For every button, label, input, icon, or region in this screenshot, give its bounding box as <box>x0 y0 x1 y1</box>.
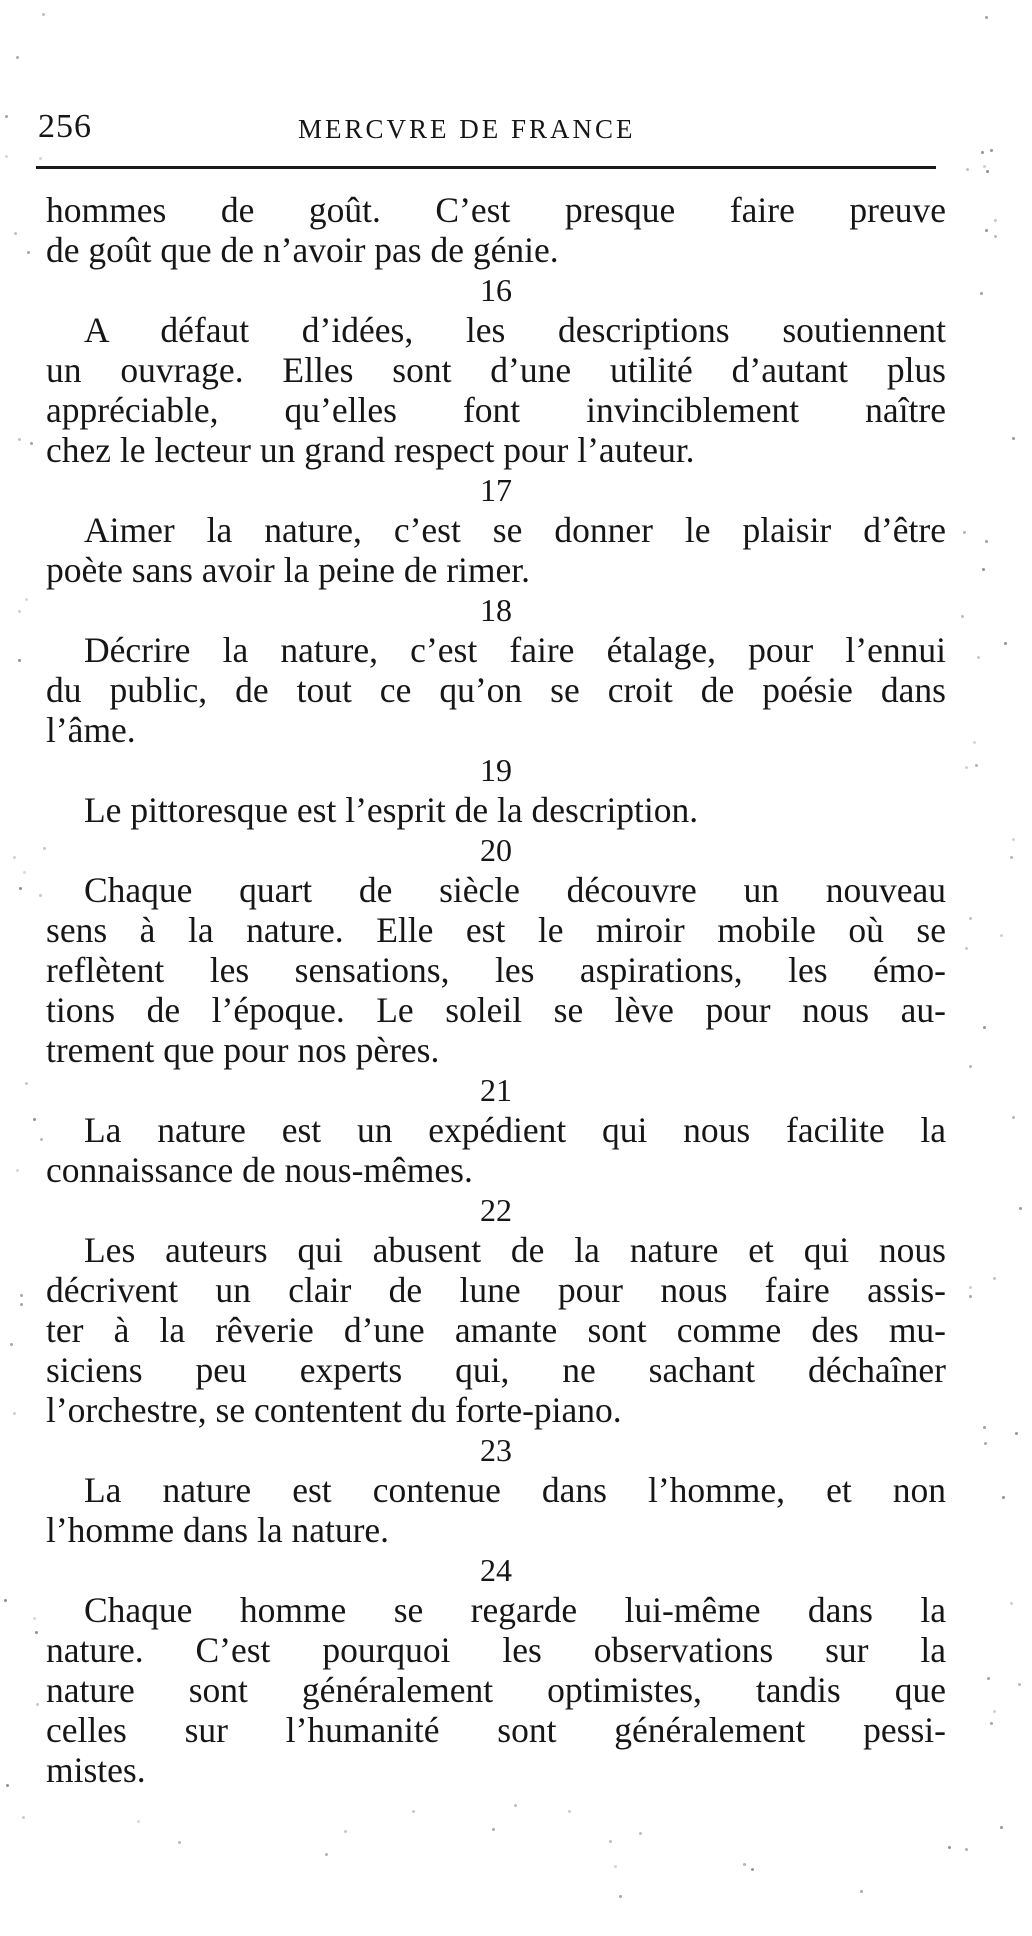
scan-speck <box>981 151 984 154</box>
scan-speck <box>36 1703 39 1706</box>
scan-speck <box>43 847 46 850</box>
scan-speck <box>961 615 964 618</box>
scan-speck <box>986 170 989 173</box>
scan-speck <box>993 1277 996 1280</box>
scan-speck <box>639 1832 642 1835</box>
maxim-section <box>46 830 946 1070</box>
scan-speck <box>39 894 42 897</box>
text-line: sens à la nature. Elle est le miroir mobile où se <box>46 910 946 950</box>
text-line: Le pittoresque est l’esprit de la description. <box>84 790 699 830</box>
text-line: l’homme dans la nature. <box>46 1510 390 1550</box>
scan-speck <box>985 16 988 19</box>
scan-speck <box>5 115 8 118</box>
scan-speck <box>13 1412 16 1415</box>
scan-speck <box>6 1784 9 1787</box>
scan-speck <box>969 1286 972 1289</box>
scan-speck <box>14 232 17 235</box>
scan-speck <box>614 1865 617 1868</box>
section-number: 16 <box>480 272 512 308</box>
scan-speck <box>990 1722 993 1725</box>
scan-speck <box>965 766 968 769</box>
text-line: celles sur l’humanité sont généralement pessi- <box>46 1710 946 1750</box>
section-number: 19 <box>480 752 512 788</box>
section-number: 17 <box>480 472 512 508</box>
scan-speck <box>10 1343 13 1346</box>
scan-speck <box>1004 642 1007 645</box>
scan-speck <box>39 157 42 160</box>
scan-speck <box>983 1426 986 1429</box>
scan-speck <box>751 1868 754 1871</box>
scan-speck <box>33 1617 36 1620</box>
scan-speck <box>994 235 997 238</box>
scan-speck <box>985 540 988 543</box>
text-line: hommes de goût. C’est presque faire preuve <box>46 190 946 230</box>
scan-speck <box>18 610 21 613</box>
scan-speck <box>963 531 966 534</box>
scan-speck <box>4 1599 7 1602</box>
scan-speck <box>25 1082 28 1085</box>
section-number: 24 <box>480 1552 512 1588</box>
text-line: nature. C’est pourquoi les observations sur la <box>46 1630 946 1670</box>
text-line: du public, de tout ce qu’on se croit de poésie dans <box>46 670 946 710</box>
scan-speck <box>966 168 969 171</box>
scan-speck <box>20 1303 23 1306</box>
text-line: tions de l’époque. Le soleil se lève pour nous au- <box>46 990 946 1030</box>
scan-speck <box>18 438 21 441</box>
page-body <box>46 190 946 1790</box>
scan-speck <box>178 1841 181 1844</box>
scan-speck <box>412 1810 415 1813</box>
text-line: poète sans avoir la peine de rimer. <box>46 550 530 590</box>
scan-speck <box>948 1846 951 1849</box>
scan-speck <box>1019 1207 1022 1210</box>
opening-paragraph <box>46 190 946 270</box>
text-line: de goût que de n’avoir pas de génie. <box>46 230 559 270</box>
header-rule <box>36 166 936 169</box>
scan-speck <box>16 1169 19 1172</box>
text-line: connaissance de nous-mêmes. <box>46 1150 473 1190</box>
scan-speck <box>990 149 993 152</box>
scan-speck <box>609 1840 612 1843</box>
scan-speck <box>860 1890 863 1893</box>
text-line: Aimer la nature, c’est se donner le plaisir d’être <box>84 510 946 550</box>
maxim-section <box>46 590 946 750</box>
scan-speck <box>983 165 986 168</box>
scan-speck <box>985 229 988 232</box>
text-line: l’orchestre, se contentent du forte-piano. <box>46 1390 622 1430</box>
scan-speck <box>1000 1826 1003 1829</box>
scan-speck <box>977 656 980 659</box>
text-line: trement que pour nos pères. <box>46 1030 440 1070</box>
section-number: 23 <box>480 1432 512 1468</box>
scan-speck <box>35 1631 38 1634</box>
scan-speck <box>25 598 28 601</box>
scan-speck <box>1000 934 1003 937</box>
maxim-section <box>46 1430 946 1550</box>
maxim-section <box>46 1550 946 1790</box>
text-line: Décrire la nature, c’est faire étalage, pour l’ennui <box>84 630 946 670</box>
scan-speck <box>1012 437 1015 440</box>
scan-speck <box>1010 856 1013 859</box>
text-line: un ouvrage. Elles sont d’une utilité d’autant plus <box>46 350 946 390</box>
scan-speck <box>40 1138 43 1141</box>
text-line: siciens peu experts qui, ne sachant déchaîner <box>46 1350 946 1390</box>
scan-speck <box>1018 1683 1021 1686</box>
scan-speck <box>983 1026 986 1029</box>
scan-speck <box>973 741 976 744</box>
text-line: nature sont généralement optimistes, tandis que <box>46 1670 946 1710</box>
scan-speck <box>743 1863 746 1866</box>
running-title: MERCVRE DE FRANCE <box>298 114 636 144</box>
maxim-section <box>46 270 946 470</box>
text-line: décrivent un clair de lune pour nous faire assis- <box>46 1270 946 1310</box>
scan-speck <box>994 219 997 222</box>
scan-speck <box>19 887 22 890</box>
scan-speck <box>1010 1602 1013 1605</box>
text-line: La nature est contenue dans l’homme, et non <box>84 1470 946 1510</box>
maxim-section <box>46 1190 946 1430</box>
section-number: 21 <box>480 1072 512 1108</box>
scan-speck <box>993 1710 996 1713</box>
scan-speck <box>5 155 8 158</box>
scan-speck <box>18 659 21 662</box>
scan-speck <box>16 56 19 59</box>
page-header <box>38 108 938 168</box>
scan-speck <box>984 1442 987 1445</box>
scan-speck <box>20 1294 23 1297</box>
text-line: A défaut d’idées, les descriptions soutiennent <box>84 310 946 350</box>
scan-speck <box>492 1828 495 1831</box>
maxim-section <box>46 470 946 590</box>
scan-speck <box>30 442 33 445</box>
text-line: chez le lecteur un grand respect pour l’auteur. <box>46 430 695 470</box>
text-line: mistes. <box>46 1750 146 1790</box>
text-line: ter à la rêverie d’une amante sont comme des mu- <box>46 1310 946 1350</box>
scan-speck <box>969 917 972 920</box>
section-number: 22 <box>480 1192 512 1228</box>
section-number: 20 <box>480 832 512 868</box>
scan-speck <box>568 1810 571 1813</box>
maxim-section <box>46 1070 946 1190</box>
text-line: Les auteurs qui abusent de la nature et qui nous <box>84 1230 946 1270</box>
scan-speck <box>1012 838 1015 841</box>
scan-speck <box>514 1804 517 1807</box>
scan-speck <box>619 1895 622 1898</box>
scan-speck <box>1002 1496 1005 1499</box>
scan-speck <box>22 1816 25 1819</box>
scan-speck <box>33 1118 36 1121</box>
scan-speck <box>982 568 985 571</box>
scan-speck <box>1012 1116 1015 1119</box>
scan-speck <box>27 251 30 254</box>
section-number: 18 <box>480 592 512 628</box>
text-line: La nature est un expédient qui nous facilite la <box>84 1110 946 1150</box>
scan-speck <box>23 871 26 874</box>
text-line: l’âme. <box>46 710 136 750</box>
scan-speck <box>325 1853 328 1856</box>
text-line: Chaque homme se regarde lui-même dans la <box>84 1590 946 1630</box>
scan-speck <box>969 1065 972 1068</box>
scan-speck <box>13 856 16 859</box>
scan-speck <box>975 764 978 767</box>
scan-speck <box>965 1848 968 1851</box>
text-line: reflètent les sensations, les aspirations, les émo- <box>46 950 946 990</box>
scan-speck <box>1015 1432 1018 1435</box>
text-line: Chaque quart de siècle découvre un nouveau <box>84 870 946 910</box>
scan-speck <box>344 1830 347 1833</box>
scan-speck <box>137 1820 140 1823</box>
maxim-section <box>46 750 946 830</box>
text-line: appréciable, qu’elles font invinciblement naître <box>46 390 946 430</box>
scan-speck <box>980 292 983 295</box>
scan-speck <box>969 1295 972 1298</box>
scan-speck <box>987 1677 990 1680</box>
scan-speck <box>965 947 968 950</box>
page-number: 256 <box>38 108 92 145</box>
scan-speck <box>42 13 45 16</box>
